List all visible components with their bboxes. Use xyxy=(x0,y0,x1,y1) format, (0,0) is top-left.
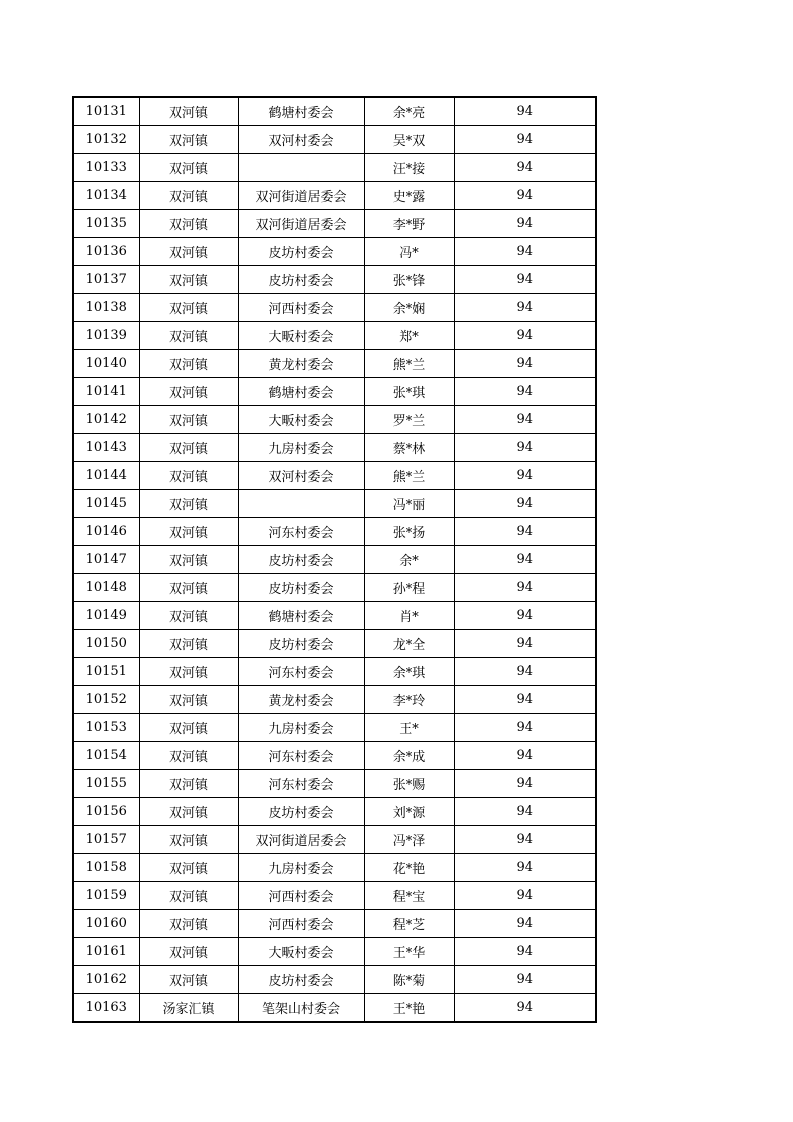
cell-score: 94 xyxy=(454,238,596,266)
cell-score: 94 xyxy=(454,938,596,966)
cell-village: 双河街道居委会 xyxy=(238,182,364,210)
cell-village: 双河街道居委会 xyxy=(238,210,364,238)
cell-name: 王* xyxy=(364,714,454,742)
table-row xyxy=(73,210,596,238)
cell-town: 双河镇 xyxy=(139,658,238,686)
table-row xyxy=(73,714,596,742)
cell-score: 94 xyxy=(454,378,596,406)
cell-score: 94 xyxy=(454,210,596,238)
cell-town: 双河镇 xyxy=(139,826,238,854)
cell-name: 余* xyxy=(364,546,454,574)
cell-id: 10154 xyxy=(73,742,139,770)
table-row xyxy=(73,294,596,322)
cell-town: 双河镇 xyxy=(139,182,238,210)
cell-town: 双河镇 xyxy=(139,434,238,462)
cell-name: 余*成 xyxy=(364,742,454,770)
cell-village: 鹤塘村委会 xyxy=(238,97,364,126)
cell-town: 双河镇 xyxy=(139,854,238,882)
table-row xyxy=(73,406,596,434)
cell-town: 双河镇 xyxy=(139,462,238,490)
cell-score: 94 xyxy=(454,546,596,574)
cell-id: 10163 xyxy=(73,994,139,1023)
cell-name: 肖* xyxy=(364,602,454,630)
table-row xyxy=(73,126,596,154)
cell-town: 双河镇 xyxy=(139,350,238,378)
cell-id: 10147 xyxy=(73,546,139,574)
table-row xyxy=(73,658,596,686)
cell-village: 黄龙村委会 xyxy=(238,350,364,378)
cell-score: 94 xyxy=(454,882,596,910)
cell-town: 双河镇 xyxy=(139,602,238,630)
cell-score: 94 xyxy=(454,602,596,630)
cell-score: 94 xyxy=(454,658,596,686)
cell-score: 94 xyxy=(454,910,596,938)
cell-score: 94 xyxy=(454,434,596,462)
table-row xyxy=(73,602,596,630)
cell-name: 蔡*林 xyxy=(364,434,454,462)
cell-name: 余*亮 xyxy=(364,97,454,126)
table-row xyxy=(73,462,596,490)
cell-id: 10155 xyxy=(73,770,139,798)
cell-town: 双河镇 xyxy=(139,882,238,910)
table-row xyxy=(73,434,596,462)
cell-town: 双河镇 xyxy=(139,126,238,154)
cell-id: 10144 xyxy=(73,462,139,490)
table-row xyxy=(73,97,596,126)
cell-score: 94 xyxy=(454,826,596,854)
cell-id: 10161 xyxy=(73,938,139,966)
cell-village: 大畈村委会 xyxy=(238,406,364,434)
cell-village: 皮坊村委会 xyxy=(238,266,364,294)
cell-village: 皮坊村委会 xyxy=(238,574,364,602)
table-row xyxy=(73,630,596,658)
cell-id: 10148 xyxy=(73,574,139,602)
cell-town: 双河镇 xyxy=(139,406,238,434)
table-row xyxy=(73,910,596,938)
cell-id: 10153 xyxy=(73,714,139,742)
cell-village: 河东村委会 xyxy=(238,658,364,686)
cell-village: 河东村委会 xyxy=(238,518,364,546)
cell-score: 94 xyxy=(454,182,596,210)
cell-id: 10131 xyxy=(73,97,139,126)
cell-name: 程*宝 xyxy=(364,882,454,910)
cell-name: 郑* xyxy=(364,322,454,350)
cell-village: 河西村委会 xyxy=(238,882,364,910)
cell-name: 熊*兰 xyxy=(364,350,454,378)
cell-id: 10140 xyxy=(73,350,139,378)
cell-town: 双河镇 xyxy=(139,966,238,994)
cell-town: 双河镇 xyxy=(139,770,238,798)
cell-village: 鹤塘村委会 xyxy=(238,602,364,630)
cell-id: 10156 xyxy=(73,798,139,826)
table-row xyxy=(73,518,596,546)
cell-id: 10146 xyxy=(73,518,139,546)
cell-village: 双河街道居委会 xyxy=(238,826,364,854)
cell-name: 龙*全 xyxy=(364,630,454,658)
cell-town: 双河镇 xyxy=(139,546,238,574)
cell-name: 孙*程 xyxy=(364,574,454,602)
cell-village: 鹤塘村委会 xyxy=(238,378,364,406)
cell-name: 王*艳 xyxy=(364,994,454,1023)
cell-village: 皮坊村委会 xyxy=(238,966,364,994)
cell-village: 河东村委会 xyxy=(238,742,364,770)
cell-score: 94 xyxy=(454,406,596,434)
cell-village: 九房村委会 xyxy=(238,434,364,462)
table-row xyxy=(73,742,596,770)
cell-name: 吴*双 xyxy=(364,126,454,154)
table-row xyxy=(73,154,596,182)
cell-village: 皮坊村委会 xyxy=(238,630,364,658)
cell-name: 冯*泽 xyxy=(364,826,454,854)
cell-id: 10135 xyxy=(73,210,139,238)
cell-score: 94 xyxy=(454,322,596,350)
cell-score: 94 xyxy=(454,770,596,798)
cell-score: 94 xyxy=(454,97,596,126)
cell-town: 双河镇 xyxy=(139,490,238,518)
cell-town: 双河镇 xyxy=(139,97,238,126)
cell-town: 双河镇 xyxy=(139,938,238,966)
cell-name: 汪*接 xyxy=(364,154,454,182)
cell-score: 94 xyxy=(454,294,596,322)
table-row xyxy=(73,770,596,798)
cell-score: 94 xyxy=(454,854,596,882)
cell-village: 皮坊村委会 xyxy=(238,546,364,574)
cell-score: 94 xyxy=(454,798,596,826)
cell-score: 94 xyxy=(454,154,596,182)
cell-town: 双河镇 xyxy=(139,322,238,350)
cell-score: 94 xyxy=(454,994,596,1023)
cell-town: 双河镇 xyxy=(139,294,238,322)
cell-name: 陈*菊 xyxy=(364,966,454,994)
cell-town: 双河镇 xyxy=(139,910,238,938)
cell-id: 10138 xyxy=(73,294,139,322)
cell-score: 94 xyxy=(454,266,596,294)
cell-score: 94 xyxy=(454,126,596,154)
cell-village: 皮坊村委会 xyxy=(238,238,364,266)
cell-id: 10132 xyxy=(73,126,139,154)
cell-name: 张*扬 xyxy=(364,518,454,546)
cell-id: 10157 xyxy=(73,826,139,854)
cell-id: 10150 xyxy=(73,630,139,658)
cell-id: 10145 xyxy=(73,490,139,518)
table-row xyxy=(73,966,596,994)
cell-village xyxy=(238,490,364,518)
cell-village: 河西村委会 xyxy=(238,294,364,322)
table-row xyxy=(73,378,596,406)
table-body xyxy=(73,97,596,1022)
cell-village: 笔架山村委会 xyxy=(238,994,364,1023)
cell-score: 94 xyxy=(454,518,596,546)
cell-town: 双河镇 xyxy=(139,574,238,602)
cell-village: 大畈村委会 xyxy=(238,938,364,966)
cell-score: 94 xyxy=(454,686,596,714)
table-row xyxy=(73,182,596,210)
cell-name: 张*赐 xyxy=(364,770,454,798)
table-row xyxy=(73,490,596,518)
cell-town: 汤家汇镇 xyxy=(139,994,238,1023)
cell-name: 刘*源 xyxy=(364,798,454,826)
cell-village: 双河村委会 xyxy=(238,126,364,154)
cell-score: 94 xyxy=(454,490,596,518)
cell-id: 10160 xyxy=(73,910,139,938)
table-row xyxy=(73,238,596,266)
cell-name: 花*艳 xyxy=(364,854,454,882)
cell-score: 94 xyxy=(454,714,596,742)
table-row xyxy=(73,322,596,350)
cell-score: 94 xyxy=(454,574,596,602)
cell-name: 熊*兰 xyxy=(364,462,454,490)
cell-id: 10149 xyxy=(73,602,139,630)
cell-name: 张*琪 xyxy=(364,378,454,406)
cell-village: 九房村委会 xyxy=(238,854,364,882)
cell-name: 罗*兰 xyxy=(364,406,454,434)
table-row xyxy=(73,994,596,1023)
cell-id: 10152 xyxy=(73,686,139,714)
cell-id: 10142 xyxy=(73,406,139,434)
cell-id: 10143 xyxy=(73,434,139,462)
cell-id: 10159 xyxy=(73,882,139,910)
table-row xyxy=(73,546,596,574)
data-table xyxy=(72,96,597,1023)
table-row xyxy=(73,938,596,966)
cell-id: 10134 xyxy=(73,182,139,210)
cell-id: 10137 xyxy=(73,266,139,294)
cell-town: 双河镇 xyxy=(139,686,238,714)
table-row xyxy=(73,798,596,826)
cell-name: 余*娴 xyxy=(364,294,454,322)
cell-name: 冯* xyxy=(364,238,454,266)
cell-village: 九房村委会 xyxy=(238,714,364,742)
cell-village: 河西村委会 xyxy=(238,910,364,938)
table-row xyxy=(73,350,596,378)
cell-village: 双河村委会 xyxy=(238,462,364,490)
cell-town: 双河镇 xyxy=(139,742,238,770)
cell-id: 10151 xyxy=(73,658,139,686)
cell-name: 冯*丽 xyxy=(364,490,454,518)
cell-town: 双河镇 xyxy=(139,238,238,266)
table-row xyxy=(73,574,596,602)
cell-score: 94 xyxy=(454,350,596,378)
cell-town: 双河镇 xyxy=(139,518,238,546)
cell-village: 河东村委会 xyxy=(238,770,364,798)
cell-village xyxy=(238,154,364,182)
cell-name: 王*华 xyxy=(364,938,454,966)
table-row xyxy=(73,686,596,714)
table-row xyxy=(73,854,596,882)
cell-town: 双河镇 xyxy=(139,798,238,826)
cell-name: 张*锋 xyxy=(364,266,454,294)
cell-score: 94 xyxy=(454,630,596,658)
cell-score: 94 xyxy=(454,966,596,994)
cell-name: 程*芝 xyxy=(364,910,454,938)
cell-score: 94 xyxy=(454,462,596,490)
cell-name: 李*野 xyxy=(364,210,454,238)
cell-name: 史*露 xyxy=(364,182,454,210)
table-row xyxy=(73,826,596,854)
cell-id: 10162 xyxy=(73,966,139,994)
cell-village: 黄龙村委会 xyxy=(238,686,364,714)
cell-town: 双河镇 xyxy=(139,630,238,658)
cell-score: 94 xyxy=(454,742,596,770)
table-row xyxy=(73,266,596,294)
cell-town: 双河镇 xyxy=(139,266,238,294)
cell-name: 李*玲 xyxy=(364,686,454,714)
cell-town: 双河镇 xyxy=(139,210,238,238)
cell-town: 双河镇 xyxy=(139,714,238,742)
cell-id: 10158 xyxy=(73,854,139,882)
cell-id: 10141 xyxy=(73,378,139,406)
table-row xyxy=(73,882,596,910)
cell-town: 双河镇 xyxy=(139,154,238,182)
cell-village: 皮坊村委会 xyxy=(238,798,364,826)
cell-id: 10136 xyxy=(73,238,139,266)
cell-village: 大畈村委会 xyxy=(238,322,364,350)
cell-id: 10133 xyxy=(73,154,139,182)
cell-name: 余*琪 xyxy=(364,658,454,686)
cell-town: 双河镇 xyxy=(139,378,238,406)
cell-id: 10139 xyxy=(73,322,139,350)
